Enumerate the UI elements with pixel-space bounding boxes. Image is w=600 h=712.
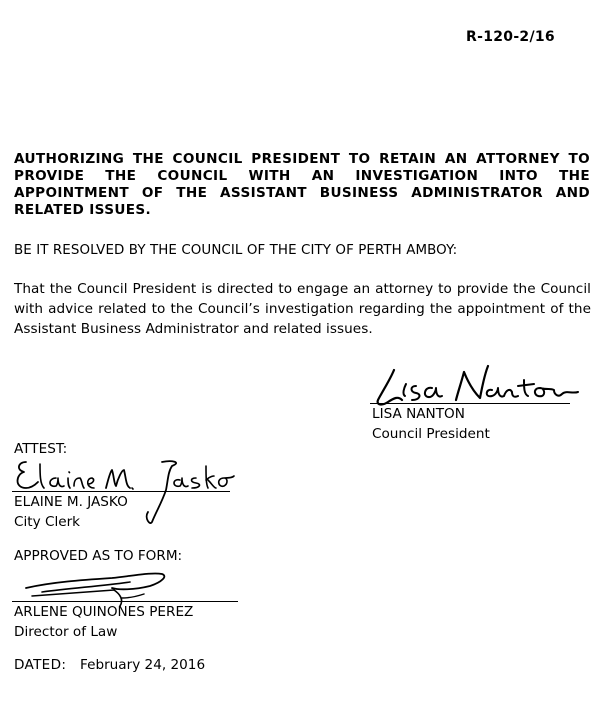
resolution-title: AUTHORIZING THE COUNCIL PRESIDENT TO RETAIN AN ATTORNEY TO PROVIDE THE COUNCIL WITH AN INVESTIGATION INTO THE APPOINTMENT OF THE ASSISTANT BUSINESS ADMINISTRATOR AND RELATED ISSUES. <box>14 151 590 218</box>
resolution-number: R-120-2/16 <box>466 29 555 45</box>
law-director-name: ARLENE QUINONES PEREZ <box>14 604 194 620</box>
law-director-title: Director of Law <box>14 624 118 640</box>
resolution-body: That the Council President is directed to engage an attorney to provide the Council with advice related to the Council’s investigation regarding the appointment of the Assistant Business Administrator and related issues. <box>14 281 591 337</box>
resolved-clause: BE IT RESOLVED BY THE COUNCIL OF THE CITY OF PERTH AMBOY: <box>14 243 458 258</box>
dated-value: February 24, 2016 <box>80 657 206 673</box>
president-title: Council President <box>372 426 490 442</box>
attest-label: ATTEST: <box>14 441 68 457</box>
clerk-name: ELAINE M. JASKO <box>14 494 128 510</box>
president-name: LISA NANTON <box>372 406 465 422</box>
approved-label: APPROVED AS TO FORM: <box>14 548 183 564</box>
clerk-title: City Clerk <box>14 514 81 530</box>
dated-label: DATED: <box>14 657 67 673</box>
